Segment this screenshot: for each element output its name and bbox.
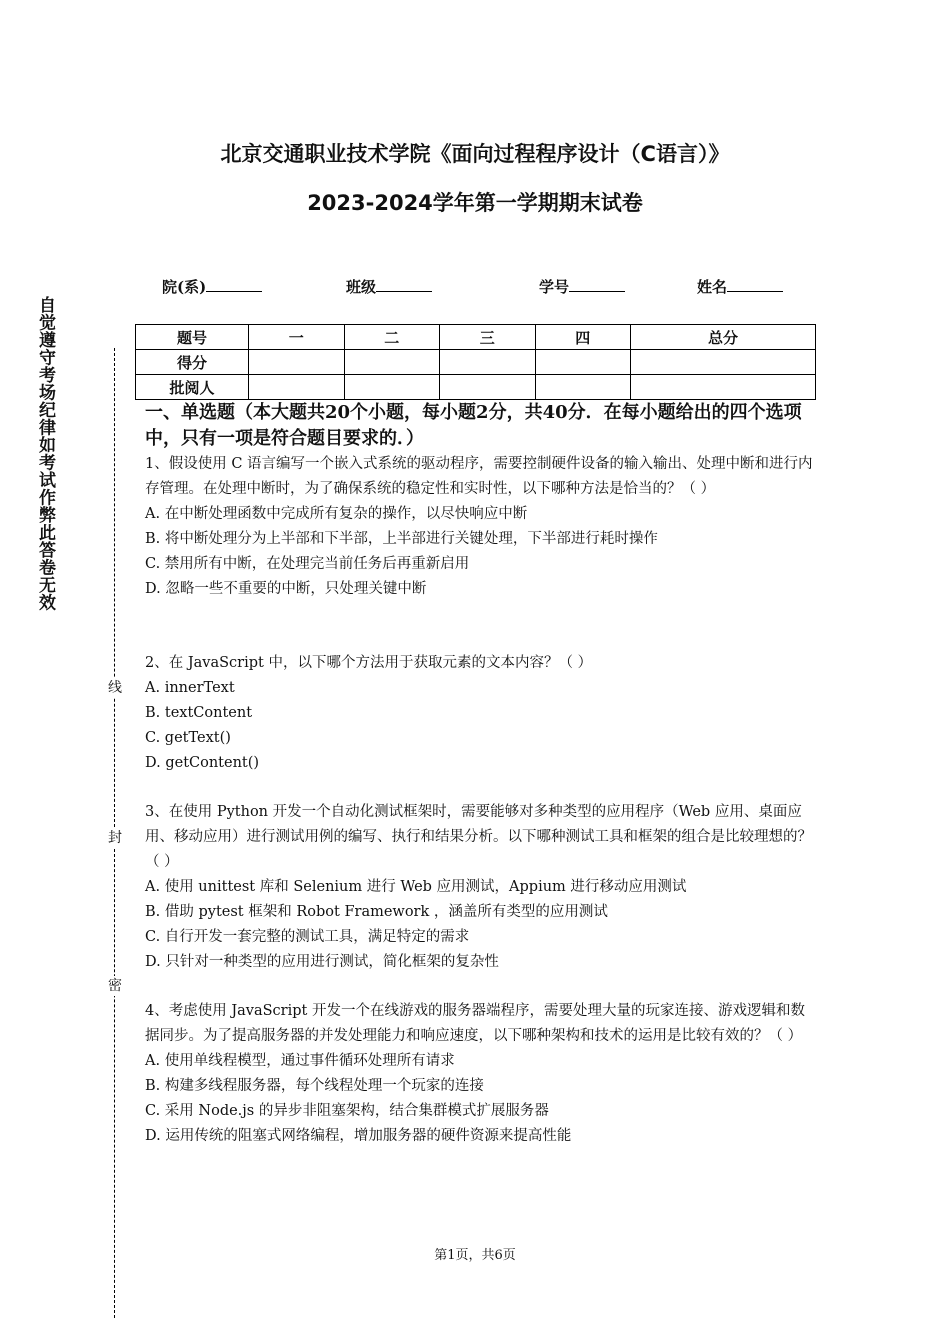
- question-2: [145, 651, 815, 776]
- dept-label: 院(系): [162, 278, 207, 296]
- option-b: B. 借助 pytest 框架和 Robot Framework ，涵盖所有类型的应用测试: [145, 904, 608, 920]
- binding-mark-close: 密: [105, 976, 125, 996]
- option-d: D. 只针对一种类型的应用进行测试，简化框架的复杂性: [145, 954, 499, 970]
- option-b: B. textContent: [145, 705, 253, 721]
- score-row-label: 得分: [136, 350, 249, 375]
- score-cell: [535, 375, 631, 400]
- exam-discipline-notice: 自觉遵守考场纪律如考试作弊此答卷无效: [35, 296, 55, 611]
- score-table: [135, 324, 816, 400]
- score-cell: [249, 350, 345, 375]
- score-cell: [631, 350, 816, 375]
- option-c: C. 禁用所有中断，在处理完当前任务后再重新启用: [145, 556, 470, 572]
- option-a: A. innerText: [145, 680, 235, 696]
- score-row-label: 批阅人: [136, 375, 249, 400]
- option-a: A. 使用单线程模型，通过事件循环处理所有请求: [145, 1053, 455, 1069]
- exam-title: 北京交通职业技术学院《面向过程程序设计（C语言）》: [220, 142, 730, 166]
- score-header-cell: 二: [344, 325, 440, 350]
- class-blank: [376, 277, 432, 292]
- question-stem: 3、在使用 Python 开发一个自动化测试框架时，需要能够对多种类型的应用程序（Web 应用、桌面应用、移动应用）进行测试用例的编写、执行和结果分析。以下哪种测试工具和框架的组合是比较理想的？（ ）: [145, 804, 812, 870]
- class-label: 班级: [346, 278, 377, 296]
- binding-mark-seal: 封: [105, 828, 125, 848]
- option-c: C. getText(): [145, 730, 231, 746]
- score-header-cell: 四: [535, 325, 631, 350]
- score-table-header-row: [136, 325, 816, 350]
- student-id-label: 学号: [539, 278, 570, 296]
- question-3: [145, 800, 815, 975]
- class-field: [346, 276, 432, 297]
- score-cell: [535, 350, 631, 375]
- section-heading: 一、单选题（本大题共20个小题，每小题2分，共40分．在每小题给出的四个选项中，只有一项是符合题目要求的．）: [145, 402, 802, 449]
- score-cell: [344, 350, 440, 375]
- binding-mark-line: 线: [105, 678, 125, 698]
- question-1: [145, 452, 815, 602]
- option-d: D. 忽略一些不重要的中断，只处理关键中断: [145, 581, 427, 597]
- score-table-row: [136, 375, 816, 400]
- score-header-cell: 题号: [136, 325, 249, 350]
- question-stem: 4、考虑使用 JavaScript 开发一个在线游戏的服务器端程序，需要处理大量的玩家连接、游戏逻辑和数据同步。为了提高服务器的并发处理能力和响应速度，以下哪种架构和技术的运用是比较有效的？（ ）: [145, 1003, 805, 1044]
- option-b: B. 构建多线程服务器，每个线程处理一个玩家的连接: [145, 1078, 484, 1094]
- score-cell: [631, 375, 816, 400]
- score-header-cell: 总分: [631, 325, 816, 350]
- score-cell: [344, 375, 440, 400]
- question-4: [145, 999, 815, 1149]
- score-cell: [249, 375, 345, 400]
- option-c: C. 采用 Node.js 的异步非阻塞架构，结合集群模式扩展服务器: [145, 1103, 549, 1119]
- option-d: D. getContent(): [145, 755, 260, 771]
- question-stem: 2、在 JavaScript 中，以下哪个方法用于获取元素的文本内容？（ ）: [145, 655, 593, 671]
- page-number: 第1页，共6页: [434, 1248, 516, 1263]
- option-b: B. 将中断处理分为上半部和下半部，上半部进行关键处理，下半部进行耗时操作: [145, 531, 658, 547]
- option-a: A. 在中断处理函数中完成所有复杂的操作，以尽快响应中断: [145, 506, 528, 522]
- option-d: D. 运用传统的阻塞式网络编程，增加服务器的硬件资源来提高性能: [145, 1128, 572, 1144]
- student-id-field: [539, 276, 625, 297]
- score-cell: [440, 375, 536, 400]
- option-a: A. 使用 unittest 库和 Selenium 进行 Web 应用测试，Appium 进行移动应用测试: [145, 879, 687, 895]
- student-id-blank: [569, 277, 625, 292]
- binding-line: [103, 348, 127, 1318]
- name-blank: [727, 277, 783, 292]
- score-header-cell: 三: [440, 325, 536, 350]
- score-cell: [440, 350, 536, 375]
- dept-blank: [206, 277, 262, 292]
- question-stem: 1、假设使用 C 语言编写一个嵌入式系统的驱动程序，需要控制硬件设备的输入输出、处理中断和进行内存管理。在处理中断时，为了确保系统的稳定性和实时性，以下哪种方法是恰当的？（ ）: [145, 456, 813, 497]
- exam-subtitle: 2023-2024学年第一学期期末试卷: [307, 191, 643, 215]
- score-header-cell: 一: [249, 325, 345, 350]
- name-label: 姓名: [697, 278, 728, 296]
- name-field: [697, 276, 783, 297]
- dept-field: [162, 276, 262, 297]
- option-c: C. 自行开发一套完整的测试工具，满足特定的需求: [145, 929, 470, 945]
- score-table-row: [136, 350, 816, 375]
